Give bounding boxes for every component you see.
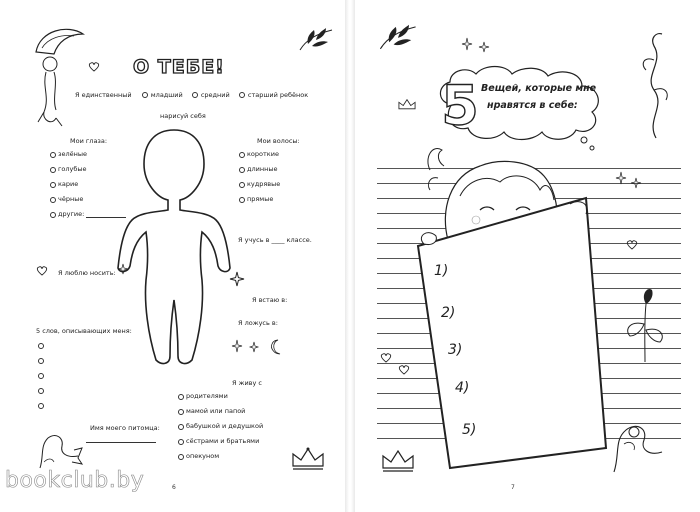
hair-option: прямые [247, 195, 274, 203]
eye-option: голубые [58, 165, 87, 173]
eye-option: другие: [58, 210, 85, 218]
list-number: 2) [441, 305, 456, 321]
hearts-icon [378, 350, 418, 380]
radio-circle [142, 92, 148, 98]
page-number: 7 [511, 484, 515, 491]
heart-icon [626, 240, 638, 250]
sibling-option: младший [150, 91, 183, 99]
big-number-five-outline [440, 74, 480, 137]
answer-line[interactable] [86, 442, 156, 443]
cloud-heading-line1: Вещей, которые мне [481, 83, 597, 94]
page-title: О ТЕБЕ! [133, 56, 225, 78]
cloud-heading-line2: нравятся в себе: [487, 100, 578, 111]
checkbox-circle[interactable] [178, 454, 184, 460]
body-outline [118, 128, 230, 368]
like-to-wear-label: Я люблю носить: [58, 269, 116, 277]
checkbox-circle[interactable] [178, 439, 184, 445]
live-with-option: опекуном [186, 452, 220, 460]
mermaid-tail-icon [34, 428, 84, 472]
live-with-option: мамой или папой [186, 407, 246, 415]
checkbox-circle[interactable] [38, 373, 44, 379]
eyes-heading: Мои глаза: [70, 137, 108, 145]
sibling-option: старший ребёнок [247, 91, 309, 99]
list-number: 4) [455, 380, 470, 396]
eye-option: зелёные [58, 150, 87, 158]
crown-icon [290, 446, 326, 472]
checkbox-circle[interactable] [239, 152, 245, 158]
crown-icon [396, 98, 418, 112]
checkbox-circle[interactable] [239, 182, 245, 188]
live-with-option: сёстрами и братьями [186, 437, 260, 445]
eye-option: чёрные [58, 195, 84, 203]
answer-line[interactable] [86, 217, 126, 218]
five-words-heading: 5 слов, описывающих меня: [36, 327, 132, 335]
pet-name-label: Имя моего питомца: [90, 424, 160, 432]
checkbox-circle[interactable] [239, 167, 245, 173]
checkbox-circle[interactable] [178, 409, 184, 415]
checkbox-circle[interactable] [178, 424, 184, 430]
live-with-option: родителями [186, 392, 228, 400]
watermark: bookclub.by [5, 468, 145, 493]
sparkle-icon [230, 272, 244, 286]
stars-icon [462, 36, 498, 56]
big-number-five: 5 [441, 74, 479, 137]
radio-circle [192, 92, 198, 98]
list-number: 3) [448, 342, 463, 358]
siblings-row [75, 91, 308, 99]
left-page [0, 0, 345, 512]
leaves-icon [296, 26, 336, 56]
mermaid-icon [28, 22, 88, 132]
heart-icon [36, 266, 48, 276]
wake-up-label: Я встаю в: [252, 296, 288, 304]
mermaid-tail-icon [604, 414, 666, 478]
crown-icon [380, 448, 416, 474]
radio-circle [239, 92, 245, 98]
checkbox-circle[interactable] [50, 152, 56, 158]
checkbox-circle[interactable] [38, 388, 44, 394]
draw-self-label: нарисуй себя [160, 112, 206, 120]
live-with-heading: Я живу с [232, 379, 262, 387]
list-number: 5) [462, 422, 477, 438]
hair-option: длинные [247, 165, 278, 173]
checkbox-circle[interactable] [38, 343, 44, 349]
list-number: 1) [434, 263, 449, 279]
checkbox-circle[interactable] [50, 197, 56, 203]
checkbox-circle[interactable] [50, 182, 56, 188]
stars-moon-icon [232, 338, 286, 356]
sparkle-icon [118, 264, 128, 274]
leaves-icon [376, 22, 420, 56]
checkbox-circle[interactable] [38, 358, 44, 364]
eye-option: карие [58, 180, 79, 188]
hair-heading: Мои волосы: [257, 137, 300, 145]
siblings-prefix: Я единственный [75, 91, 132, 99]
checkbox-circle[interactable] [178, 394, 184, 400]
school-line: Я учусь в ____ классе. [238, 236, 312, 244]
checkbox-circle[interactable] [50, 167, 56, 173]
checkbox-circle[interactable] [239, 197, 245, 203]
checkbox-circle[interactable] [50, 212, 56, 218]
hair-option: короткие [247, 150, 279, 158]
checkbox-circle[interactable] [38, 403, 44, 409]
heart-icon [88, 62, 100, 72]
book-gutter [345, 0, 355, 512]
live-with-option: бабушкой и дедушкой [186, 422, 264, 430]
held-board [410, 196, 610, 472]
sibling-option: средний [200, 91, 230, 99]
seaweed-icon [636, 30, 676, 140]
hair-option: кудрявые [247, 180, 281, 188]
bedtime-label: Я ложусь в: [238, 319, 278, 327]
plant-icon [620, 284, 670, 364]
page-number: 6 [172, 484, 176, 491]
stars-icon [616, 170, 646, 194]
